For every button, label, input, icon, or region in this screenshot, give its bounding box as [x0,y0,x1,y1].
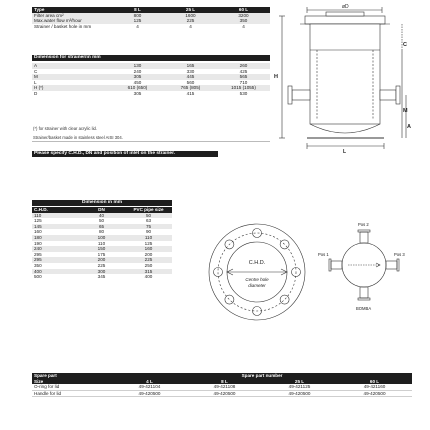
pvc-cell: 75 [125,224,172,230]
table-cell: 4 [136,23,139,29]
row-label: Filter area cm² [32,13,111,19]
table-cell: 3200 [217,13,270,19]
spare-part-number-header: Spare part number [112,373,412,379]
column-header: C.H.D. [32,207,78,213]
dimension-table-title: Dimension for strainer/in mm [32,55,270,61]
pos-3-label: Pos 3 [394,252,405,257]
spare-part-table [32,373,412,397]
dn-cell: 110 [97,240,106,246]
size-header: Size [32,379,112,385]
inlet-position-diagram [318,218,410,328]
pipe-pos-2 [360,232,368,243]
table-row [32,274,172,280]
size-col-header: 60 L [337,379,412,385]
chd-table-body [32,213,172,280]
row-label: L [34,79,37,85]
dimension-d-label: øD [342,4,349,10]
table-cell: 565 [217,74,270,80]
dn-cell: 65 [78,224,125,230]
table-cell: 425 [239,68,248,74]
chd-cell: 145 [32,224,78,230]
part-number: 49-421108 [187,384,262,390]
chd-cell: 190 [34,240,42,246]
type-table [32,7,270,29]
table-cell: 225 [164,18,217,24]
row-label: A [32,63,111,69]
part-number: 49-420500 [262,390,337,397]
size-col-header: 8 L [187,379,262,385]
column-header: PVC pipe size [125,207,172,213]
size-col-header: 25 L [262,379,337,385]
dimension-m-label: M [403,108,408,114]
dimension-l-label: L [343,149,347,154]
pump-label: BOMBA [356,306,372,311]
inlet-pipe [292,90,310,100]
dn-cell: 200 [78,257,125,263]
row-label: C [34,68,38,74]
specify-bar: Please specify C.H.D., DN and position of inlet on the strainer. [32,151,218,157]
table-row [32,24,270,30]
table-cell: 445 [164,74,217,80]
chd-cell: 400 [32,269,78,275]
pvc-cell: 50 [125,213,172,219]
pos-2-label: Pos 2 [358,222,369,227]
table-cell: 305 [111,74,164,80]
table-cell: 350 [217,18,270,24]
dn-cell: 100 [78,235,125,241]
chd-cell: 240 [32,246,78,252]
table-cell: 765 (805) [164,85,217,91]
outlet-pipe [380,90,396,100]
type-col-header: Type [32,7,111,13]
chd-cell: 500 [34,274,42,280]
part-number: 49-420500 [187,390,262,397]
row-label: D [34,90,38,96]
row-label: M [32,74,111,80]
dn-cell: 40 [78,213,125,219]
dn-cell: 50 [98,218,105,224]
divider [32,141,270,142]
pump-pipe [360,287,368,298]
diameter-label: diameter [248,283,266,288]
size-col-header: 25 L [164,7,217,13]
dimension-a-label: A [407,124,411,130]
pvc-cell: 400 [144,274,153,280]
pvc-cell: 250 [144,262,153,268]
part-number: 49-421125 [262,384,337,390]
part-number: 49-421160 [337,384,412,390]
dn-cell: 175 [97,251,106,257]
table-cell: 125 [111,18,164,24]
pipe-pos-3 [386,261,397,269]
chd-cell: 180 [32,235,78,241]
pvc-cell: 200 [144,251,153,257]
pvc-cell: 110 [125,235,172,241]
flange-diagram [205,220,315,326]
table-cell: 330 [186,68,195,74]
pvc-cell: 63 [145,218,152,224]
table-cell: 450 [133,79,142,85]
dn-cell: 80 [98,229,105,235]
table-cell: 4 [242,23,245,29]
table-cell: 610 (650) [111,85,164,91]
pvc-cell: 160 [125,246,172,252]
stainless-steel-note: Strainer/basket made in stainless steel AISI 304. [33,135,123,140]
table-row [32,390,412,397]
table-cell: 165 [164,63,217,69]
row-label: Strainer / basket hole in mm [34,23,92,29]
table-cell: 1600 [164,13,217,19]
table-cell: 530 [239,90,248,96]
chd-cell: 295 [32,257,78,263]
table-cell: 415 [186,90,195,96]
lid-handle [326,12,364,16]
chd-cell: 125 [34,218,42,224]
chd-label: C.H.D. [248,260,266,266]
pvc-cell: 90 [145,229,152,235]
part-number: 49-421104 [112,384,187,390]
column-header: DN [78,207,125,213]
chd-cell: 350 [34,262,42,268]
chd-table [32,207,172,280]
row-label: Handle for lid [32,390,112,397]
pvc-cell: 125 [144,240,153,246]
acrylic-lid-note: (*) for strainer with clear acrylic lid. [33,126,97,131]
centre-hole-label: Centre hole [245,277,269,282]
table-cell: 710 [239,79,248,85]
row-label: O-ring for lid [32,384,112,390]
pipe-pos-1 [331,261,342,269]
lid [305,16,385,24]
table-cell: 800 [111,13,164,19]
pvc-cell: 225 [125,257,172,263]
chd-cell: 295 [34,251,42,257]
row-label: H (*) [32,85,111,91]
chd-cell: 160 [34,229,42,235]
row-label: Max.water flow m³/hour [32,18,111,24]
size-col-header: 60 L [217,7,270,13]
pvc-cell: 315 [125,269,172,275]
dimension-c-label: C [403,42,407,48]
strainer-drawing [272,2,412,154]
table-cell: 4 [189,23,192,29]
spare-part-header: Spare part [32,373,112,379]
dn-cell: 345 [97,274,106,280]
table-cell: 130 [111,63,164,69]
strainer-body [310,24,380,124]
table-cell: 1015 (1055) [217,85,270,91]
table-cell: 260 [217,63,270,69]
chd-table-title: Dimension in mm [32,200,172,206]
pos-1-label: Pos 1 [318,252,329,257]
table-cell: 240 [133,68,142,74]
dn-cell: 225 [97,262,106,268]
table-row [32,91,270,97]
dn-cell: 150 [78,246,125,252]
size-col-header: 4 L [112,379,187,385]
part-number: 49-420500 [337,390,412,397]
table-cell: 305 [133,90,142,96]
size-col-header: 8 L [111,7,164,13]
dimension-table [32,63,270,97]
part-number: 49-420500 [112,390,187,397]
dn-cell: 300 [78,269,125,275]
chd-cell: 110 [32,213,78,219]
table-cell: 560 [186,79,195,85]
dimension-h-label: H [274,74,278,80]
